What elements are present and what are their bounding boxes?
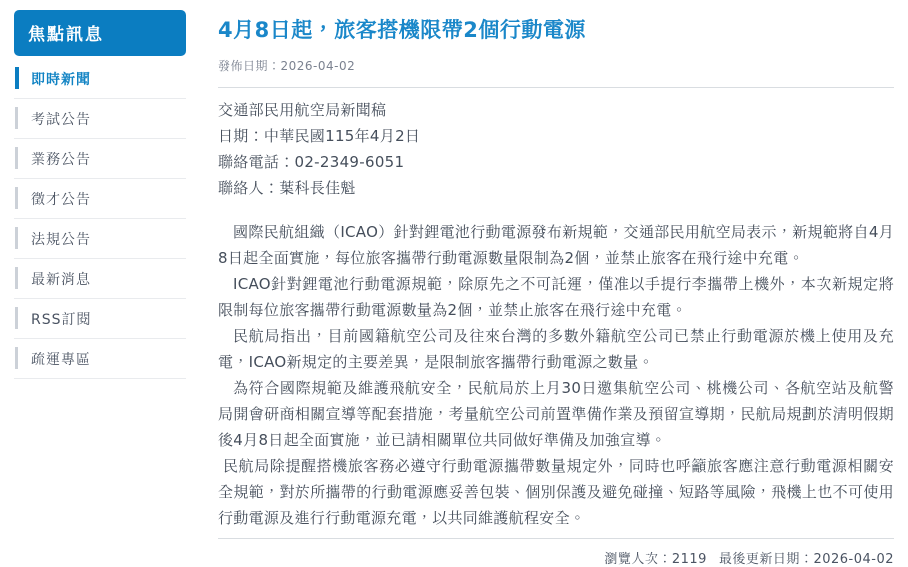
article-paragraph: 為符合國際規範及維護飛航安全，民航局於上月30日邀集航空公司、桃機公司、各航空站及航警局開會研商相關宣導等配套措施，考量航空公司前置準備作業及預留宣導期，民航局規劃於清明假期後4月8日起全面實施，並已請相關單位共同做好準備及加強宣導。 (218, 379, 894, 449)
article-paragraphs (218, 219, 894, 531)
page-footer (218, 548, 894, 567)
article-body (218, 97, 894, 531)
sidebar-menu (14, 59, 186, 379)
header-divider (218, 87, 894, 88)
view-count-label: 瀏覽人次： (604, 552, 672, 567)
last-updated (719, 548, 894, 567)
sidebar-header: 焦點訊息 (14, 10, 186, 56)
press-release-phone-line: 聯絡電話：02-2349-6051 (218, 153, 405, 171)
sidebar (14, 10, 186, 567)
press-release-org-line: 交通部民用航空局新聞稿 (218, 101, 387, 119)
publish-date-value: 2026-04-02 (280, 59, 356, 73)
view-count-value: 2119 (671, 552, 707, 567)
press-release-date-line: 日期：中華民國115年4月2日 (218, 127, 421, 145)
view-count (604, 548, 707, 567)
press-release-header (218, 97, 894, 201)
sidebar-item-transport-zone[interactable]: 疏運專區 (14, 339, 186, 379)
sidebar-item-regulation-announcements[interactable]: 法規公告 (14, 219, 186, 259)
article-paragraph: 國際民航組織（ICAO）針對鋰電池行動電源發布新規範，交通部民用航空局表示，新規範將自4月8日起全面實施，每位旅客攜帶行動電源數量限制為2個，並禁止旅客在飛行途中充電。 (218, 223, 894, 267)
sidebar-item-latest-news[interactable]: 最新消息 (14, 259, 186, 299)
article-paragraph: ICAO針對鋰電池行動電源規範，除原先之不可託運，僅准以手提行李攜帶上機外，本次新規定將限制每位旅客攜帶行動電源數量為2個，並禁止旅客在飛行途中充電。 (218, 275, 894, 319)
sidebar-item-exam-announcements[interactable]: 考試公告 (14, 99, 186, 139)
article-paragraph: 民航局除提醒搭機旅客務必遵守行動電源攜帶數量規定外，同時也呼籲旅客應注意行動電源相關安全規範，對於所攜帶的行動電源應妥善包裝、個別保護及避免碰撞、短路等風險，飛機上也不可使用行動電源及進行行動電源充電，以共同維護航程安全。 (218, 457, 894, 527)
sidebar-item-business-announcements[interactable]: 業務公告 (14, 139, 186, 179)
publish-date-label: 發佈日期： (218, 59, 281, 73)
sidebar-item-recruitment-announcements[interactable]: 徵才公告 (14, 179, 186, 219)
press-release-contact-line: 聯絡人：葉科長佳魁 (218, 179, 356, 197)
sidebar-item-rss-subscription[interactable]: RSS訂閱 (14, 299, 186, 339)
page-title: 4月8日起，旅客搭機限帶2個行動電源 (218, 18, 586, 42)
sidebar-item-realtime-news[interactable]: 即時新聞 (14, 59, 186, 99)
article-paragraph: 民航局指出，目前國籍航空公司及往來台灣的多數外籍航空公司已禁止行動電源於機上使用及充電，ICAO新規定的主要差異，是限制旅客攜帶行動電源之數量。 (218, 327, 894, 371)
publish-date (218, 57, 894, 74)
last-updated-value: 2026-04-02 (813, 552, 894, 567)
footer-divider (218, 538, 894, 539)
main-content (218, 0, 894, 567)
last-updated-label: 最後更新日期： (718, 552, 814, 567)
